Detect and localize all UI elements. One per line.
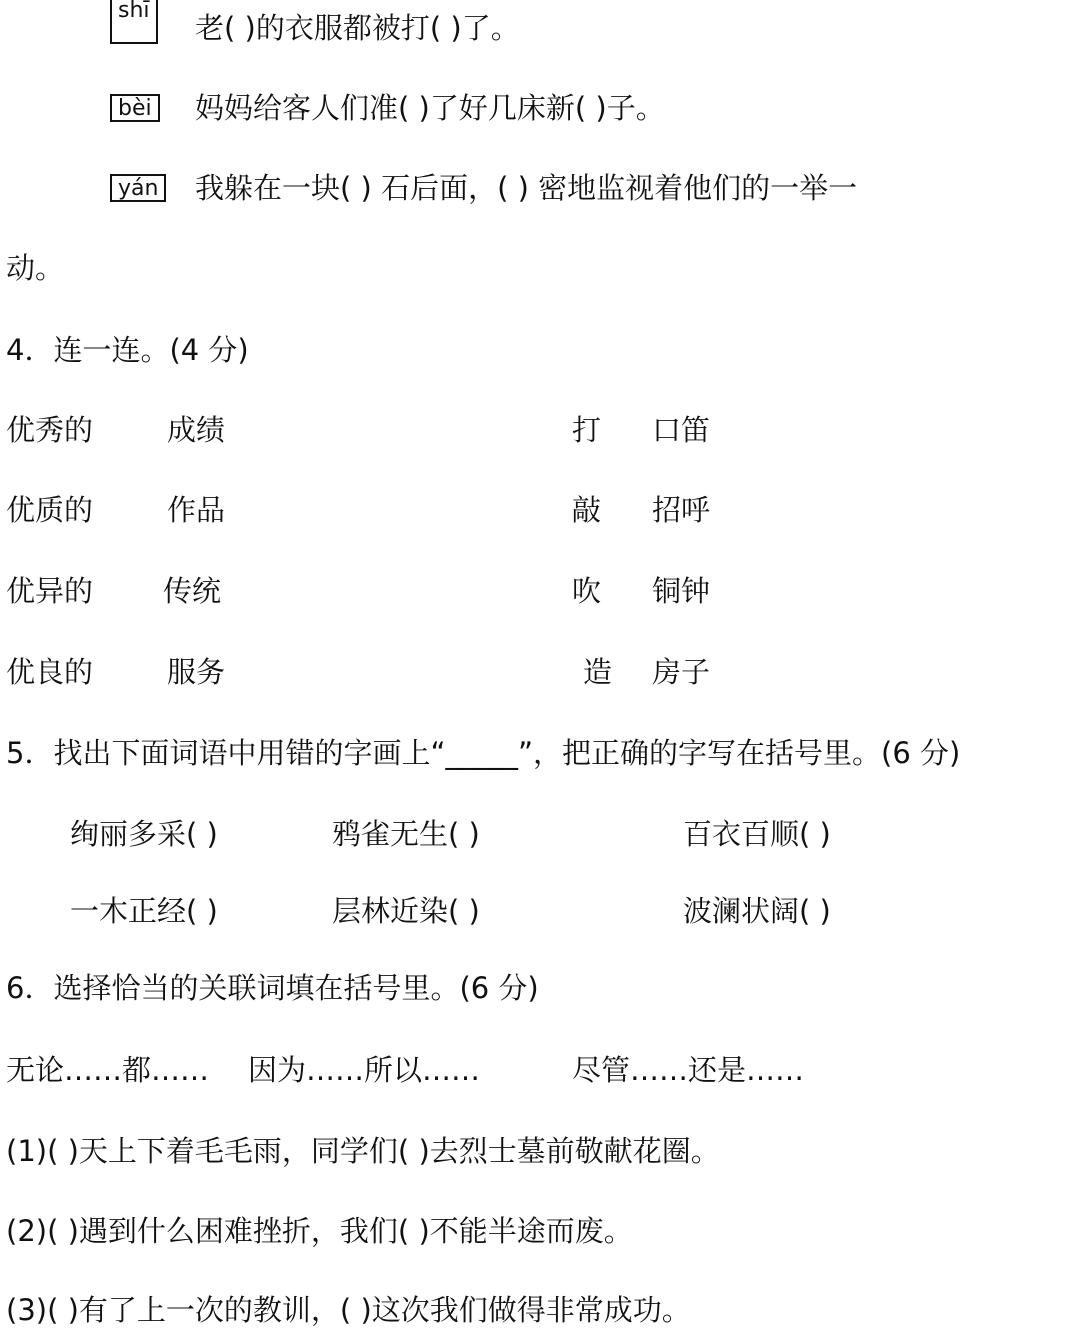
section-title-text: 4．连一连。(4 分) bbox=[6, 333, 249, 367]
conjunction-option: 因为……所以…… bbox=[248, 1053, 481, 1087]
correction-item: 波澜状阔( ) bbox=[683, 894, 831, 928]
match-left-noun: 传统 bbox=[163, 574, 222, 608]
fill-sentence-2 bbox=[0, 1211, 1080, 1251]
match-right-noun: 铜钟 bbox=[652, 574, 711, 608]
section-6-title bbox=[0, 968, 1080, 1008]
correction-item: 层林近染( ) bbox=[332, 894, 480, 928]
section-4-title bbox=[0, 330, 1080, 370]
match-left-adj: 优良的 bbox=[6, 655, 94, 689]
match-right-verb: 吹 bbox=[572, 574, 602, 608]
conjunction-options bbox=[0, 1050, 1080, 1090]
match-left-adj: 优秀的 bbox=[6, 413, 94, 447]
fill-sentence-text: (3)( )有了上一次的教训，( )这次我们做得非常成功。 bbox=[6, 1293, 691, 1327]
pinyin-row-2 bbox=[0, 88, 1080, 128]
correction-row-1 bbox=[0, 814, 1080, 854]
fill-sentence-3 bbox=[0, 1290, 1080, 1330]
section-5-title bbox=[0, 733, 1080, 773]
fill-sentence-text: (2)( )遇到什么困难挫折，我们( )不能半途而废。 bbox=[6, 1214, 633, 1248]
match-left-noun: 作品 bbox=[167, 493, 226, 527]
match-row-1 bbox=[0, 410, 1080, 450]
correction-row-2 bbox=[0, 891, 1080, 931]
pinyin-row-1 bbox=[0, 0, 1080, 48]
match-right-noun: 房子 bbox=[652, 655, 711, 689]
match-left-adj: 优质的 bbox=[6, 493, 94, 527]
section-title-text: 5．找出下面词语中用错的字画上“_____”，把正确的字写在括号里。(6 分) bbox=[6, 736, 961, 770]
match-row-4 bbox=[0, 652, 1080, 692]
pinyin-box: shī bbox=[110, 0, 158, 44]
section-title-text: 6．选择恰当的关联词填在括号里。(6 分) bbox=[6, 971, 539, 1005]
continuation-text: 动。 bbox=[6, 251, 65, 285]
fill-sentence-text: (1)( )天上下着毛毛雨，同学们( )去烈士墓前敬献花圈。 bbox=[6, 1134, 720, 1168]
match-row-3 bbox=[0, 571, 1080, 611]
match-right-verb: 打 bbox=[572, 413, 602, 447]
correction-item: 绚丽多采( ) bbox=[70, 817, 218, 851]
fill-sentence-1 bbox=[0, 1131, 1080, 1171]
pinyin-box: yán bbox=[110, 174, 166, 202]
match-right-noun: 口笛 bbox=[652, 413, 711, 447]
pinyin-row-3 bbox=[0, 168, 1080, 208]
sentence-text: 老( )的衣服都被打( )了。 bbox=[195, 11, 520, 45]
continuation-line bbox=[0, 248, 1080, 288]
match-left-noun: 服务 bbox=[167, 655, 226, 689]
correction-item: 鸦雀无生( ) bbox=[332, 817, 480, 851]
sentence-text: 我躲在一块( ) 石后面，( ) 密地监视着他们的一举一 bbox=[195, 171, 858, 205]
conjunction-option: 尽管……还是…… bbox=[572, 1053, 805, 1087]
pinyin-box: bèi bbox=[110, 94, 160, 122]
match-right-noun: 招呼 bbox=[652, 493, 711, 527]
correction-item: 百衣百顺( ) bbox=[683, 817, 831, 851]
correction-item: 一木正经( ) bbox=[70, 894, 218, 928]
conjunction-option: 无论……都…… bbox=[6, 1053, 210, 1087]
match-right-verb: 造 bbox=[583, 655, 613, 689]
match-right-verb: 敲 bbox=[572, 493, 602, 527]
match-left-adj: 优异的 bbox=[6, 574, 94, 608]
match-left-noun: 成绩 bbox=[167, 413, 226, 447]
sentence-text: 妈妈给客人们准( )了好几床新( )子。 bbox=[195, 91, 665, 125]
match-row-2 bbox=[0, 490, 1080, 530]
